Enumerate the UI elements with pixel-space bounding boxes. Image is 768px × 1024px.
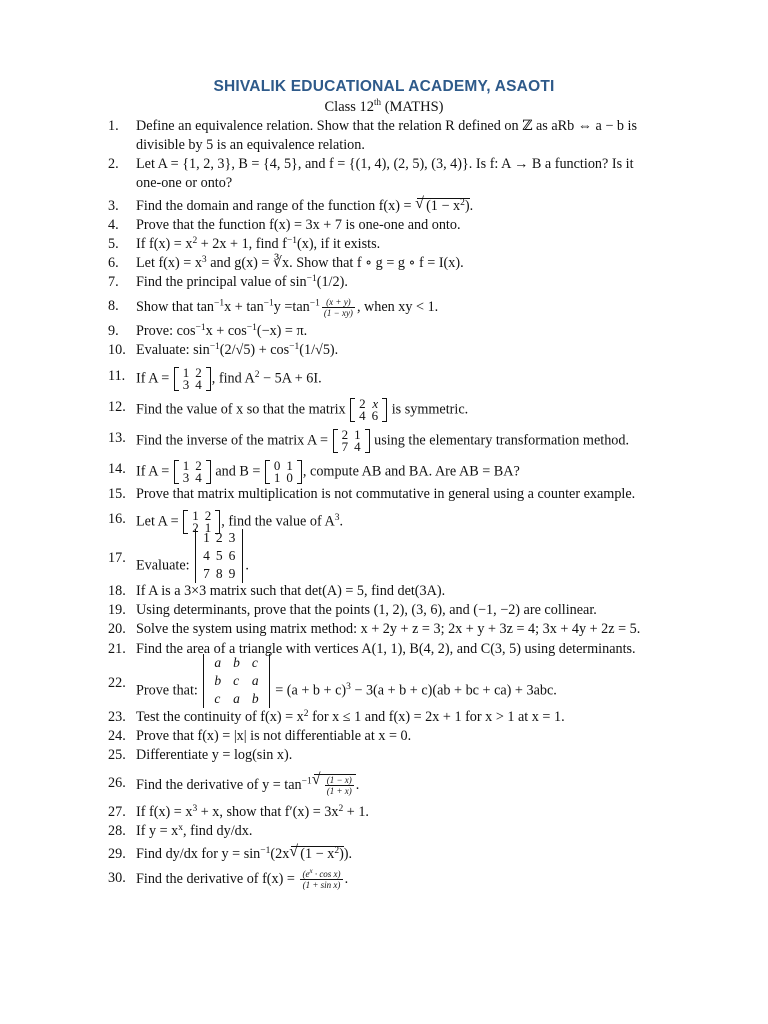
matrix: 2 x 4 6 — [350, 398, 387, 422]
determinant: a b c b c a c a b — [202, 654, 270, 708]
matrix: 1 2 3 4 — [174, 460, 211, 484]
fraction: $\frac{(e^x \cdot \cos x)}{\text{(1 + sin x)}}$ — [302, 867, 341, 890]
class-subtitle: Class 12th (MATHS) — [324, 97, 444, 115]
sqrt-expression: √ $(1 - x^2)$ — [417, 198, 470, 214]
sqrt-expression: √ $(1 - x^2)$ — [291, 846, 344, 862]
sqrt-expression — [314, 774, 356, 796]
fraction: √ $\frac{(1 - x)}{(1 + x)}$ — [326, 775, 352, 796]
school-title: SHIVALIK EDUCATIONAL ACADEMY, ASAOTI — [213, 78, 555, 95]
fraction: $\frac{(x + y)}{(1 - xy)}$ — [323, 297, 353, 318]
worksheet-page: SHIVALIK EDUCATIONAL ACADEMY, ASAOTI Class 12th (MATHS) 1. Define an equivalence relation. Show that the relation R defined on ℤ as aRb ⇔ a − b is divisible by 5 is an equivalence relation. 2. Let A = {1, 2, 3}, B = {4, 5}, and f = {(1, 4), (2, 5), (3, 4)}. Is f: A → B a function? Is it one-one or onto? 3. Find the domain and range of the function f(x) = √ $(1 - x^2)$. 4. Prove that the function f(x) = 3x + 7 is one-one and onto. 5. If $f(x) = x^2 + 2x + 1$, find $f^{-1}(x)$, if it exists. 6. Let $f(x) = x^3$ and g(x) = ∛x. Show that f ∘ g = g ∘ f = I(x). 7. Find the principal value of $\sin^{-1}(1/2)$. 8. Show that $\tan^{-1}x + \tan^{-1}y =\tan^{-1}$ $\frac{(x + y)}{(1 - xy)}$ , when xy < 1. 9. Prove: $\cos^{-1}x + \cos^{-1}(-x) = \pi$. 10. Evaluate: $\sin^{-1}(2/√5) + \cos^{-1}(1/√5)$. 11. If A = 1 2 3 4 , find $A^2 - 5A + 6I$. 12. Find the value of x so that the matrix 2 x 4 6 is symmetric. 13. Find the inverse of the matrix A = 2 1 7 4 using the elementary transformation method. 14. If A = 1 2 3 4 and B = 0 1 1 0 , compute AB and BA. Are AB = BA? 15. Prove that matrix multiplication is not commutative in general using a counter example. 16. Let A = 1 2 2 1 , find the value of $A^3$. 17. Evaluate: 1 2 3 4 5 6 7 8 9 . 18. If A is a 3×3 matrix such that det(A) = 5, find det(3A). 19. Using determinants, prove that the points (1, 2), (3, 6), and (−1, −2) are collinear. 20. Solve the system using matrix method: x + 2y + z = 3; 2x + y + 3z = 4; 3x + 4y + 2z = 5. 21. Find the area of a triangle with vertices A(1, 1), B(4, 2), and C(3, 5) using determinants. 22. Prove that: a b c b c a c a b = $(a + b + c)^3 - 3(a + b + c)(ab$ + bc + ca) + 3abc. 23. Test the continuity of $f(x) = x^2$ for x ≤ 1 and f(x) = 2x + 1 for x > 1 at x = 1. 24. Prove that f(x) = |x| is not differentiable at x = 0. 25. Differentiate y = log(sin x). 26. Find the derivative of $y = \tan^{-1}$ √ $\frac{(1 - x)}{(1 + x)}$ . 27. If $f(x) = x^3 + x$, show that $f'(x) = 3x^2 + 1$. 28. If $y = x^x$, find dy/dx. 29. Find dy/dx for $y = \sin^{-1}(2x√$ $(1 - x^2)$). 30. Find the derivative of f(x) = $\frac{(e^x \cdot \cos x)}{\text{(1 + sin x)}}$ . — [0, 0, 768, 1024]
matrix: 1 2 3 4 — [174, 367, 211, 391]
determinant: 1 2 3 4 5 6 7 8 9 — [194, 529, 244, 583]
matrix: 1 2 2 1 — [183, 510, 220, 534]
matrix: 2 1 7 4 — [333, 429, 370, 453]
matrix: 0 1 1 0 — [265, 460, 302, 484]
